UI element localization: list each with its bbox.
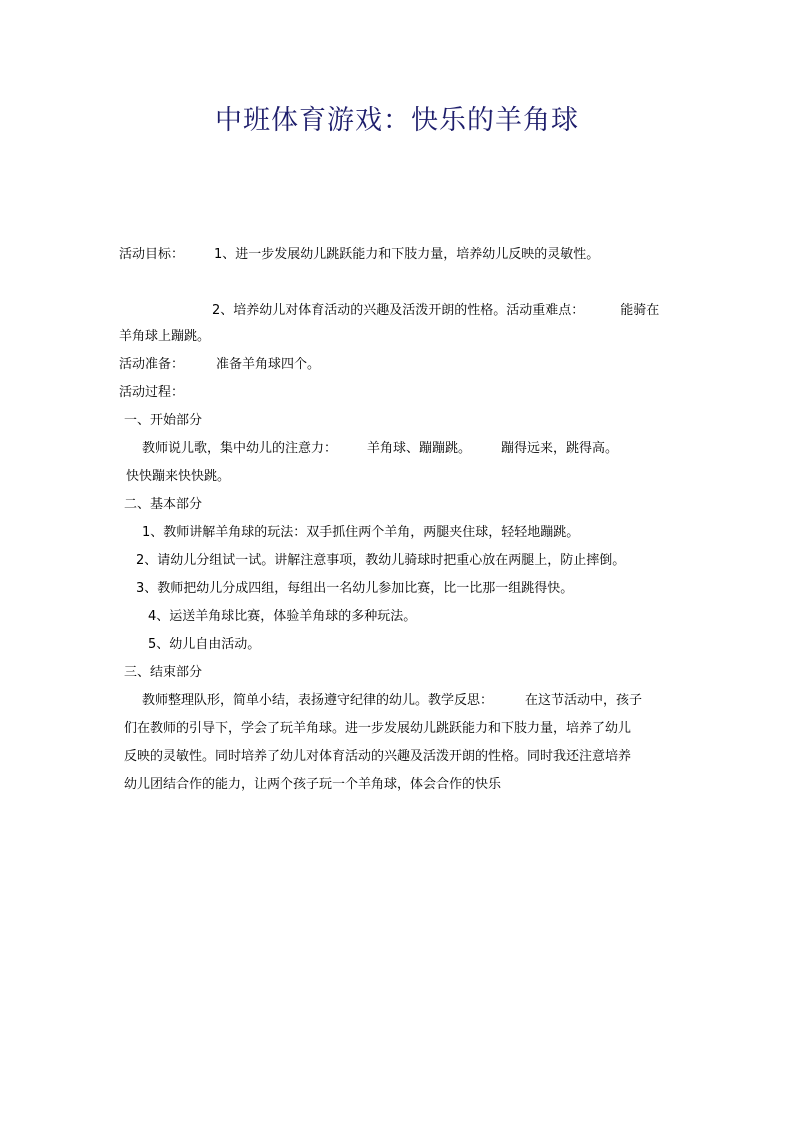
part3-line-1-b: 在这节活动中，孩子	[525, 693, 643, 708]
part3-heading: 三、结束部分	[124, 665, 203, 680]
prep-line	[119, 356, 320, 374]
process-label: 活动过程：	[119, 385, 185, 400]
prep-text: 准备羊角球四个。	[216, 357, 321, 372]
part2-item-3: 3、教师把幼儿分成四组，每组出一名幼儿参加比赛，比一比那一组跳得快。	[136, 581, 574, 596]
part3-line-1-a: 教师整理队形，简单小结，表扬遵守纪律的幼儿。教学反思：	[142, 693, 494, 708]
goal-item-1: 1、进一步发展幼儿跳跃能力和下肢力量，培养幼儿反映的灵敏性。	[214, 247, 600, 262]
document-title: 中班体育游戏：快乐的羊角球	[215, 105, 579, 136]
part3-line-3: 反映的灵敏性。同时培养了幼儿对体育活动的兴趣及活泼开朗的性格。同时我还注意培养	[124, 749, 632, 764]
goal-label: 活动目标：	[119, 247, 185, 262]
goal-item-2: 2、培养幼儿对体育活动的兴趣及活泼开朗的性格。活动重难点：	[212, 303, 585, 318]
part2-item-2: 2、请幼儿分组试一试。讲解注意事项，教幼儿骑球时把重心放在两腿上，防止摔倒。	[136, 553, 626, 568]
part3-line-1	[142, 692, 642, 710]
key-point-text-a: 能骑在	[620, 303, 660, 318]
part2-item-5: 5、幼儿自由活动。	[148, 637, 261, 652]
key-point-text-b: 羊角球上蹦跳。	[119, 329, 211, 344]
part1-line-1-a: 教师说儿歌，集中幼儿的注意力：	[142, 441, 338, 456]
part2-heading: 二、基本部分	[124, 497, 203, 512]
part1-line-2: 快快蹦来快快跳。	[126, 469, 231, 484]
part1-heading: 一、开始部分	[124, 413, 203, 428]
part1-line-1	[142, 440, 618, 458]
goal-line-2	[212, 302, 659, 320]
part2-item-1: 1、教师讲解羊角球的玩法：双手抓住两个羊角，两腿夹住球，轻轻地蹦跳。	[142, 525, 580, 540]
part3-line-2: 们在教师的引导下，学会了玩羊角球。进一步发展幼儿跳跃能力和下肢力量，培养了幼儿	[124, 721, 632, 736]
part2-item-4: 4、运送羊角球比赛，体验羊角球的多种玩法。	[148, 609, 417, 624]
part3-line-4: 幼儿团结合作的能力，让两个孩子玩一个羊角球，体会合作的快乐	[124, 777, 502, 792]
goal-line-1	[119, 246, 599, 264]
part1-line-1-b: 羊角球、蹦蹦跳。	[367, 441, 472, 456]
prep-label: 活动准备：	[119, 357, 185, 372]
part1-line-1-c: 蹦得远来，跳得高。	[501, 441, 619, 456]
